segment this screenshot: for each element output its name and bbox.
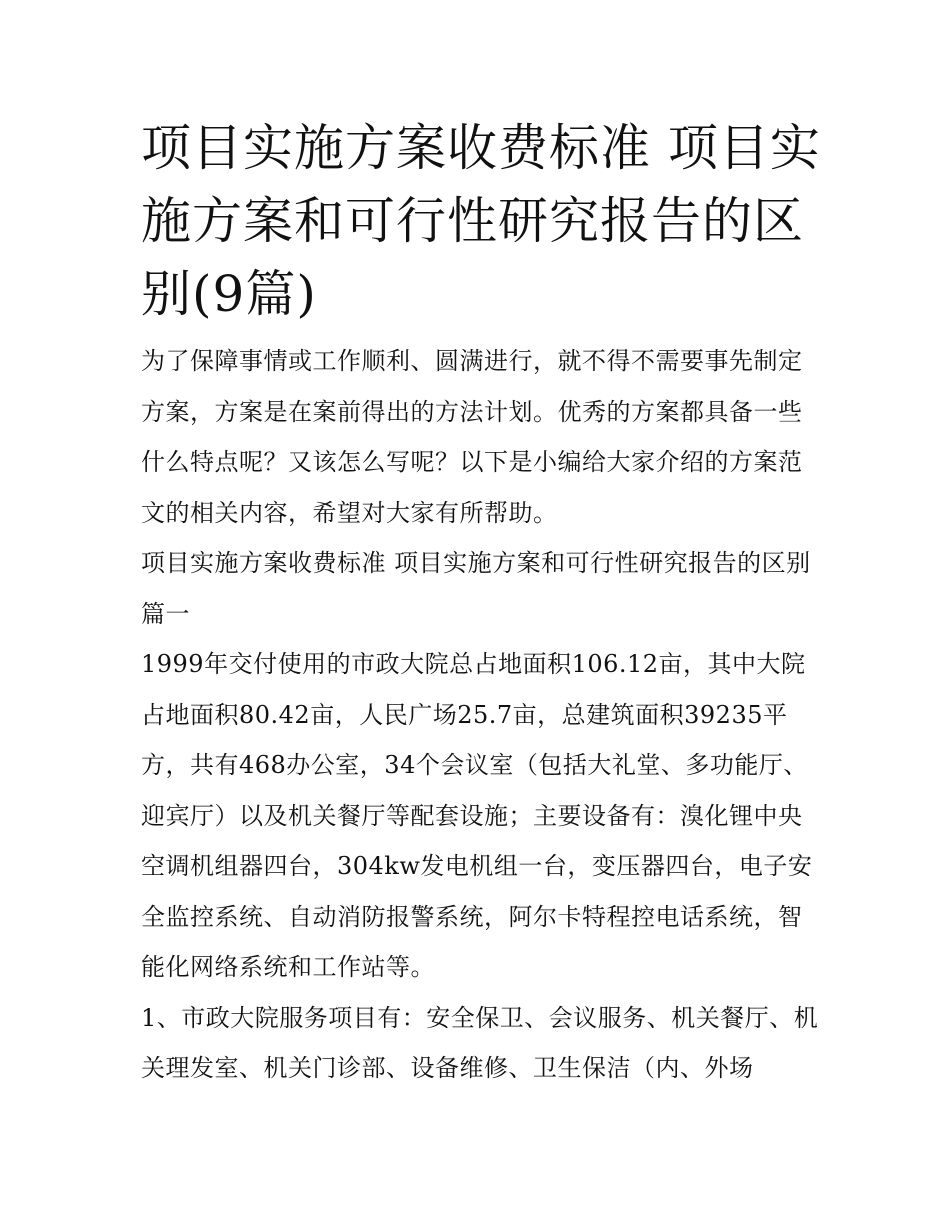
- document-body: [141, 112, 821, 1094]
- document-title: 项目实施方案收费标准 项目实施方案和可行性研究报告的区别(9篇): [141, 119, 821, 323]
- paragraph-service-items: 1、市政大院服务项目有：安全保卫、会议服务、机关餐厅、机关理发室、机关门诊部、设备维修、卫生保洁（内、外场: [141, 1003, 819, 1082]
- paragraph-facility-overview: 1999年交付使用的市政大院总占地面积106.12亩，其中大院占地面积80.42亩，人民广场25.7亩，总建筑面积39235平方，共有468办公室，34个会议室（包括大礼堂、多功能厅、迎宾厅）以及机关餐厅等配套设施；主要设备有：溴化锂中央空调机组器四台，304kw发电机组一台，变压器四台，电子安全监控系统、自动消防报警系统，阿尔卡特程控电话系统，智能化网络系统和工作站等。: [141, 650, 813, 981]
- paragraph-section-heading: 项目实施方案收费标准 项目实施方案和可行性研究报告的区别篇一: [141, 549, 811, 628]
- paragraph-intro: 为了保障事情或工作顺利、圆满进行，就不得不需要事先制定方案，方案是在案前得出的方法计划。优秀的方案都具备一些什么特点呢？又该怎么写呢？以下是小编给大家介绍的方案范文的相关内容，希望对大家有所帮助。: [141, 347, 803, 527]
